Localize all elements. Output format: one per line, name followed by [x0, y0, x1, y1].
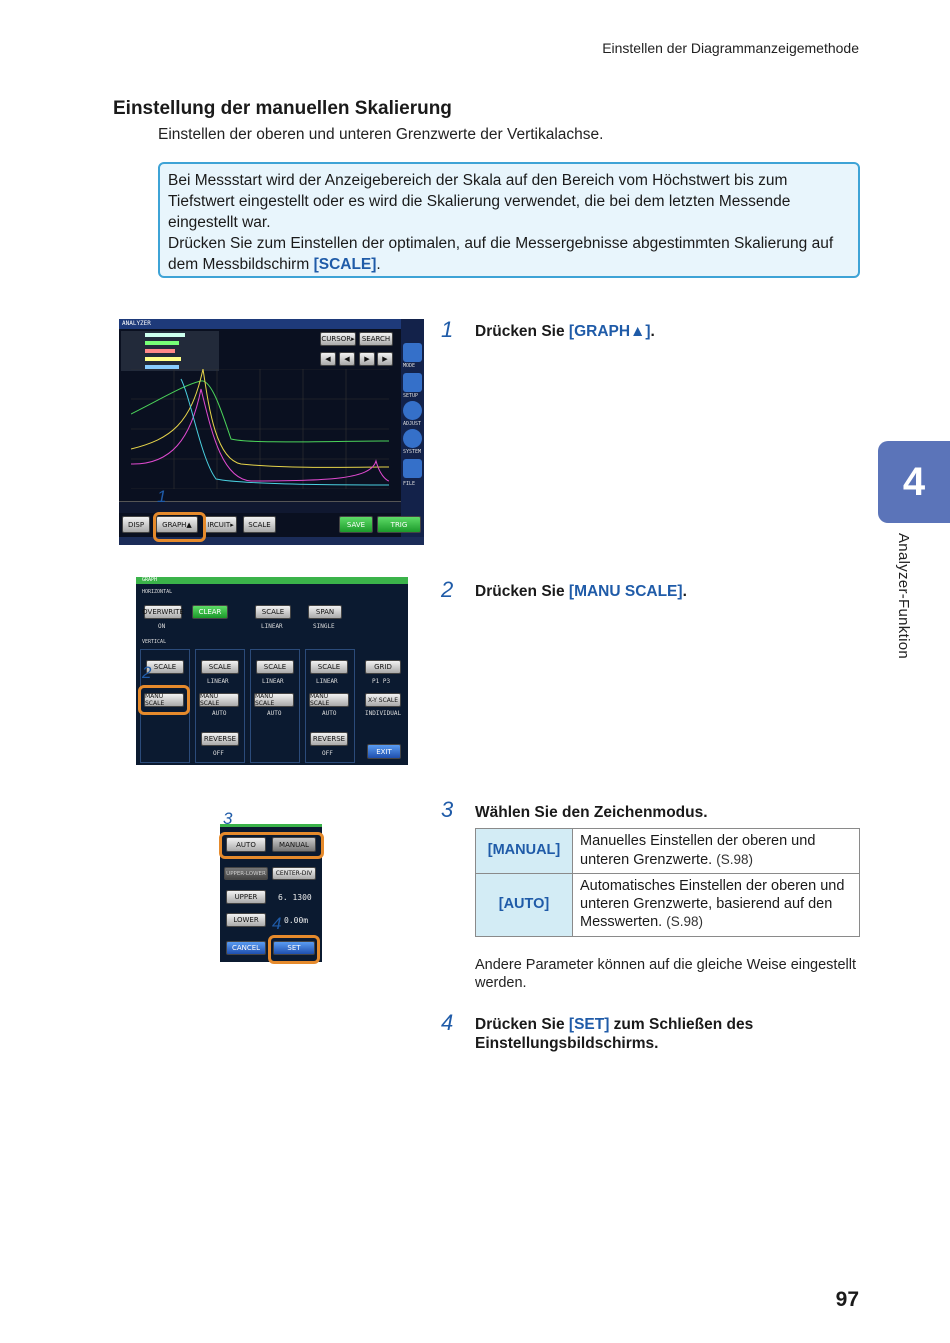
mode-desc-text: unteren Grenzwerte.: [580, 851, 717, 868]
manu-scale-button-p1[interactable]: MANU SCALE: [144, 693, 184, 707]
graph-settings-screenshot: [136, 577, 408, 765]
grid-button[interactable]: GRID: [365, 660, 401, 674]
mode-desc-auto: [573, 874, 860, 937]
manual-button[interactable]: MANUAL: [272, 837, 316, 852]
note-key: [SCALE]: [313, 256, 377, 273]
upper-lower-button[interactable]: UPPER-LOWER: [224, 867, 268, 880]
side-label-adjust: ADJUST: [403, 421, 422, 427]
page-reference[interactable]: (S.98): [666, 914, 703, 929]
cancel-button[interactable]: CANCEL: [226, 941, 266, 955]
graph-area: [131, 369, 389, 489]
mode-icon[interactable]: [403, 343, 422, 362]
step-number-2: 2: [441, 577, 454, 602]
center-div-button[interactable]: CENTER-DIV: [272, 867, 316, 880]
xy-scale-value: INDIVIDUAL: [365, 710, 402, 717]
manu-scale-button-p3[interactable]: MANU SCALE: [254, 693, 294, 707]
step-prefix: Drücken Sie: [475, 1016, 569, 1033]
callout-number-1: 1: [157, 487, 167, 506]
step-suffix: zum Schließen des: [609, 1016, 754, 1033]
note-box: [158, 162, 860, 278]
readout-line: [145, 349, 175, 353]
lower-value: 0.00m: [284, 916, 309, 925]
side-label-setup: SETUP: [403, 393, 419, 399]
step-text-3: Wählen Sie den Zeichenmodus.: [475, 804, 708, 821]
callout-frame-3: [219, 832, 324, 859]
arrow-first-icon[interactable]: ◀: [320, 352, 336, 366]
mode-desc-line: unteren Grenzwerte, basierend auf den: [580, 895, 833, 912]
note-line: eingestellt war.: [168, 214, 271, 231]
step-key: [GRAPH▲]: [568, 323, 651, 340]
reverse-button-p2[interactable]: REVERSE: [201, 732, 239, 746]
step-line: [475, 1015, 753, 1034]
side-menu: [401, 319, 424, 545]
reverse-value-p2: OFF: [213, 750, 224, 757]
scale-button-p3[interactable]: SCALE: [256, 660, 294, 674]
auto-button[interactable]: AUTO: [226, 837, 266, 852]
note-line: Drücken Sie zum Einstellen der optimalen, auf die Messergebnisse abgestimmten Skalierung auf: [168, 235, 834, 252]
note-text: .: [376, 256, 381, 273]
note-text: dem Messbildschirm: [168, 256, 314, 273]
horizontal-scale-value: LINEAR: [261, 623, 283, 630]
clear-button[interactable]: CLEAR: [192, 605, 228, 619]
disp-button[interactable]: DISP: [122, 516, 150, 533]
chapter-tab[interactable]: 4: [878, 441, 950, 523]
adjust-icon[interactable]: [403, 401, 422, 420]
file-icon[interactable]: [403, 459, 422, 478]
mode-key-auto: [AUTO]: [476, 874, 573, 937]
callout-number-3: 3: [223, 809, 233, 828]
scale-button-p1[interactable]: SCALE: [146, 660, 184, 674]
note-line: Bei Messstart wird der Anzeigebereich der Skala auf den Bereich vom Höchstwert bis zum: [168, 172, 788, 189]
screen-title-bar: [119, 319, 424, 329]
callout-frame-4: [268, 935, 320, 964]
step-key: [MANU SCALE]: [568, 583, 683, 600]
xy-scale-button[interactable]: X-Y SCALE: [365, 693, 401, 707]
side-label-system: SYSTEM: [403, 449, 422, 455]
scale-value-p2: LINEAR: [207, 678, 229, 685]
mode-desc-line: [580, 851, 852, 870]
step-prefix: Drücken Sie: [475, 583, 569, 600]
side-label-file: FILE: [403, 481, 416, 487]
step-key: [SET]: [568, 1016, 610, 1033]
exit-button[interactable]: EXIT: [367, 744, 401, 759]
modes-table: [475, 828, 860, 937]
step-text-1: [475, 322, 655, 341]
setup-icon[interactable]: [403, 373, 422, 392]
save-button[interactable]: SAVE: [339, 516, 373, 533]
vertical-label: VERTICAL: [142, 639, 167, 645]
arrow-last-icon[interactable]: ▶: [377, 352, 393, 366]
table-row: [476, 829, 860, 874]
mode-desc-text: Messwerten.: [580, 914, 667, 930]
manu-scale-value-p4: AUTO: [322, 710, 337, 717]
reverse-button-p4[interactable]: REVERSE: [310, 732, 348, 746]
note-line: Tiefstwert eingestellt oder es wird die Skalierung verwendet, die bei dem letzten Messende: [168, 193, 791, 210]
horizontal-scale-button[interactable]: SCALE: [255, 605, 291, 619]
step-number-4: 4: [441, 1010, 454, 1035]
span-button[interactable]: SPAN: [308, 605, 342, 619]
system-icon[interactable]: [403, 429, 422, 448]
callout-frame-2: [138, 685, 190, 715]
mode-desc-manual: [573, 829, 860, 874]
trig-button[interactable]: TRIG: [377, 516, 421, 533]
horizontal-label: HORIZONTAL: [142, 589, 173, 595]
step-number-3: 3: [441, 797, 454, 822]
manu-scale-button-p4[interactable]: MANU SCALE: [309, 693, 349, 707]
set-button[interactable]: SET: [273, 941, 315, 955]
reverse-value-p4: OFF: [322, 750, 333, 757]
scale-value-p3: LINEAR: [262, 678, 284, 685]
grid-value: P1 P3: [372, 678, 391, 685]
step-suffix: .: [650, 323, 655, 340]
step-prefix: Drücken Sie: [475, 323, 569, 340]
span-value: SINGLE: [313, 623, 335, 630]
readout-panel: [121, 331, 219, 371]
mode-desc-line: Manuelles Einstellen der oberen und: [580, 833, 816, 849]
arrow-right-icon[interactable]: ▶: [359, 352, 375, 366]
lower-button[interactable]: LOWER: [226, 913, 266, 927]
step-text-2: [475, 582, 687, 601]
chapter-label: Analyzer-Funktion: [895, 533, 912, 659]
mode-desc-line: Automatisches Einstellen der oberen und: [580, 878, 845, 894]
overwrite-button[interactable]: OVERWRITE: [144, 605, 182, 619]
screen-title: ANALYZER: [122, 320, 151, 327]
page-number: 97: [835, 1288, 859, 1311]
scale-value-p4: LINEAR: [316, 678, 338, 685]
readout-line: [145, 333, 185, 337]
scale-button-p4[interactable]: SCALE: [310, 660, 348, 674]
scale-button[interactable]: SCALE: [243, 516, 276, 533]
settings-header-bar: [136, 577, 408, 584]
overwrite-value: ON: [158, 623, 166, 630]
step-line: Einstellungsbildschirms.: [475, 1035, 659, 1052]
arrow-left-icon[interactable]: ◀: [339, 352, 355, 366]
search-button[interactable]: SEARCH: [359, 332, 393, 346]
note-line: [168, 254, 850, 275]
callout-frame-1: [153, 512, 206, 542]
mode-key-manual: [MANUAL]: [476, 829, 573, 874]
step-suffix: .: [682, 583, 687, 600]
mode-desc-line: [580, 913, 852, 932]
upper-button[interactable]: UPPER: [226, 890, 266, 904]
section-subtitle: Einstellen der oberen und unteren Grenzwerte der Vertikalachse.: [158, 126, 604, 143]
callout-number-2: 2: [142, 663, 152, 682]
note-paragraph: Andere Parameter können auf die gleiche Weise eingestellt werden.: [475, 957, 856, 991]
manu-scale-button-p2[interactable]: MANU SCALE: [199, 693, 239, 707]
page-reference[interactable]: (S.98): [716, 851, 753, 867]
upper-value: 6. 1300: [278, 893, 312, 902]
scale-button-p2[interactable]: SCALE: [201, 660, 239, 674]
callout-number-4: 4: [272, 914, 282, 933]
manu-scale-value-p3: AUTO: [267, 710, 282, 717]
cursor-button[interactable]: CURSOR▸: [320, 332, 356, 346]
step-text-4: [475, 1015, 753, 1053]
readout-line: [145, 357, 181, 361]
graph-button[interactable]: GRAPH▲: [156, 516, 198, 533]
table-row: [476, 874, 860, 937]
running-head: Einstellen der Diagrammanzeigemethode: [602, 40, 859, 56]
readout-line: [145, 341, 179, 345]
section-title: Einstellung der manuellen Skalierung: [113, 98, 452, 119]
side-label-mode: MODE: [403, 363, 416, 369]
circuit-button[interactable]: IRCUIT▸: [204, 516, 237, 533]
settings-header: GRAPH: [142, 577, 158, 583]
manu-scale-value-p2: AUTO: [212, 710, 227, 717]
step-number-1: 1: [441, 317, 454, 342]
